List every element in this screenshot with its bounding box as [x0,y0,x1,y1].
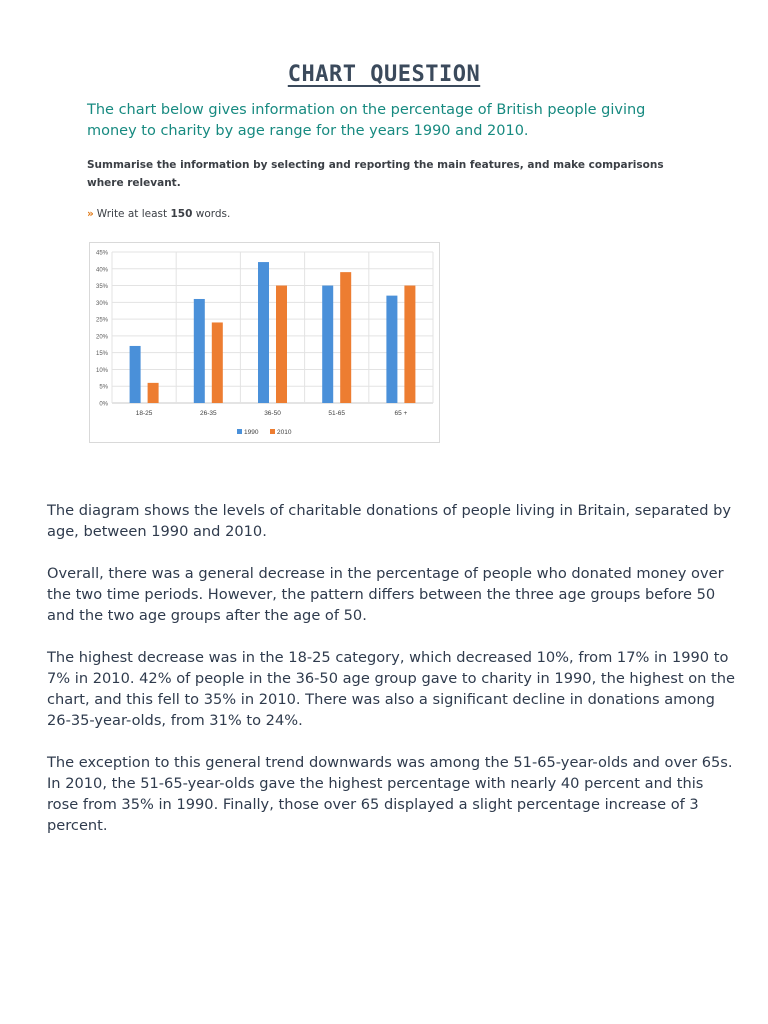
x-tick-label: 51-65 [328,410,346,417]
chart-description: The chart below gives information on the percentage of British people giving money to charity by age range for the years 1990 and 2010. [87,102,646,139]
bar-1990-26-35 [194,299,205,403]
bar-1990-65+ [386,296,397,403]
x-tick-label: 36-50 [264,410,281,417]
x-tick-label: 18-25 [135,410,153,417]
word-count-requirement [87,208,230,220]
page-title-text: CHART QUESTION [287,62,481,87]
word-count-suffix: words. [192,208,231,220]
y-tick-label: 0% [99,401,108,408]
bar-1990-18-25 [130,346,141,403]
bar-chart-svg [90,243,441,444]
y-tick-label: 25% [95,317,108,324]
bar-1990-36-50 [258,262,269,403]
bar-1990-51-65 [322,286,333,403]
y-tick-label: 35% [95,284,108,291]
word-count-number: 150 [170,208,193,220]
word-count-prefix: Write at least [96,208,171,220]
bar-2010-26-35 [212,322,223,403]
task-instruction: Summarise the information by selecting and reporting the main features, and make comparisons where relevant. [87,159,664,189]
y-tick-label: 30% [95,300,108,307]
essay-paragraph: Overall, there was a general decrease in the percentage of people who donated money over the two time periods. However, the pattern differs between the three age groups before 50 and the two age groups after the age of 50. [47,565,724,624]
bar-2010-51-65 [340,272,351,403]
bar-2010-36-50 [276,286,287,403]
essay-body [47,500,737,857]
y-tick-label: 10% [95,367,108,374]
essay-paragraph: The diagram shows the levels of charitable donations of people living in Britain, separated by age, between 1990 and 2010. [47,502,732,540]
x-tick-label: 26-35 [199,410,217,417]
page-title [0,62,768,87]
y-tick-label: 45% [95,250,108,257]
x-tick-label: 65 + [394,410,408,417]
y-tick-label: 20% [95,334,108,341]
bar-2010-65+ [404,286,415,403]
legend-label: 2010 [277,429,292,436]
legend-swatch [270,429,275,434]
bar-2010-18-25 [148,383,159,403]
legend-label: 1990 [244,429,259,436]
legend-swatch [237,429,242,434]
essay-paragraph: The highest decrease was in the 18-25 category, which decreased 10%, from 17% in 1990 to 7% in 2010. 42% of people in the 36-50 age group gave to charity in 1990, the highest on the chart, and this fell to 35% in 2010. There was also a significant decline in donations among 26-35-year-olds, from 31% to 24%. [47,649,735,729]
y-tick-label: 5% [99,384,108,391]
chevron-right-icon: » [87,208,94,220]
y-tick-label: 15% [95,351,108,358]
bar-chart [89,242,440,443]
y-tick-label: 40% [95,267,108,274]
essay-paragraph: The exception to this general trend downwards was among the 51-65-year-olds and over 65s. In 2010, the 51-65-year-olds gave the highest percentage with nearly 40 percent and this rose from 35% in 1990. Finally, those over 65 displayed a slight percentage increase of 3 percent. [47,754,733,834]
